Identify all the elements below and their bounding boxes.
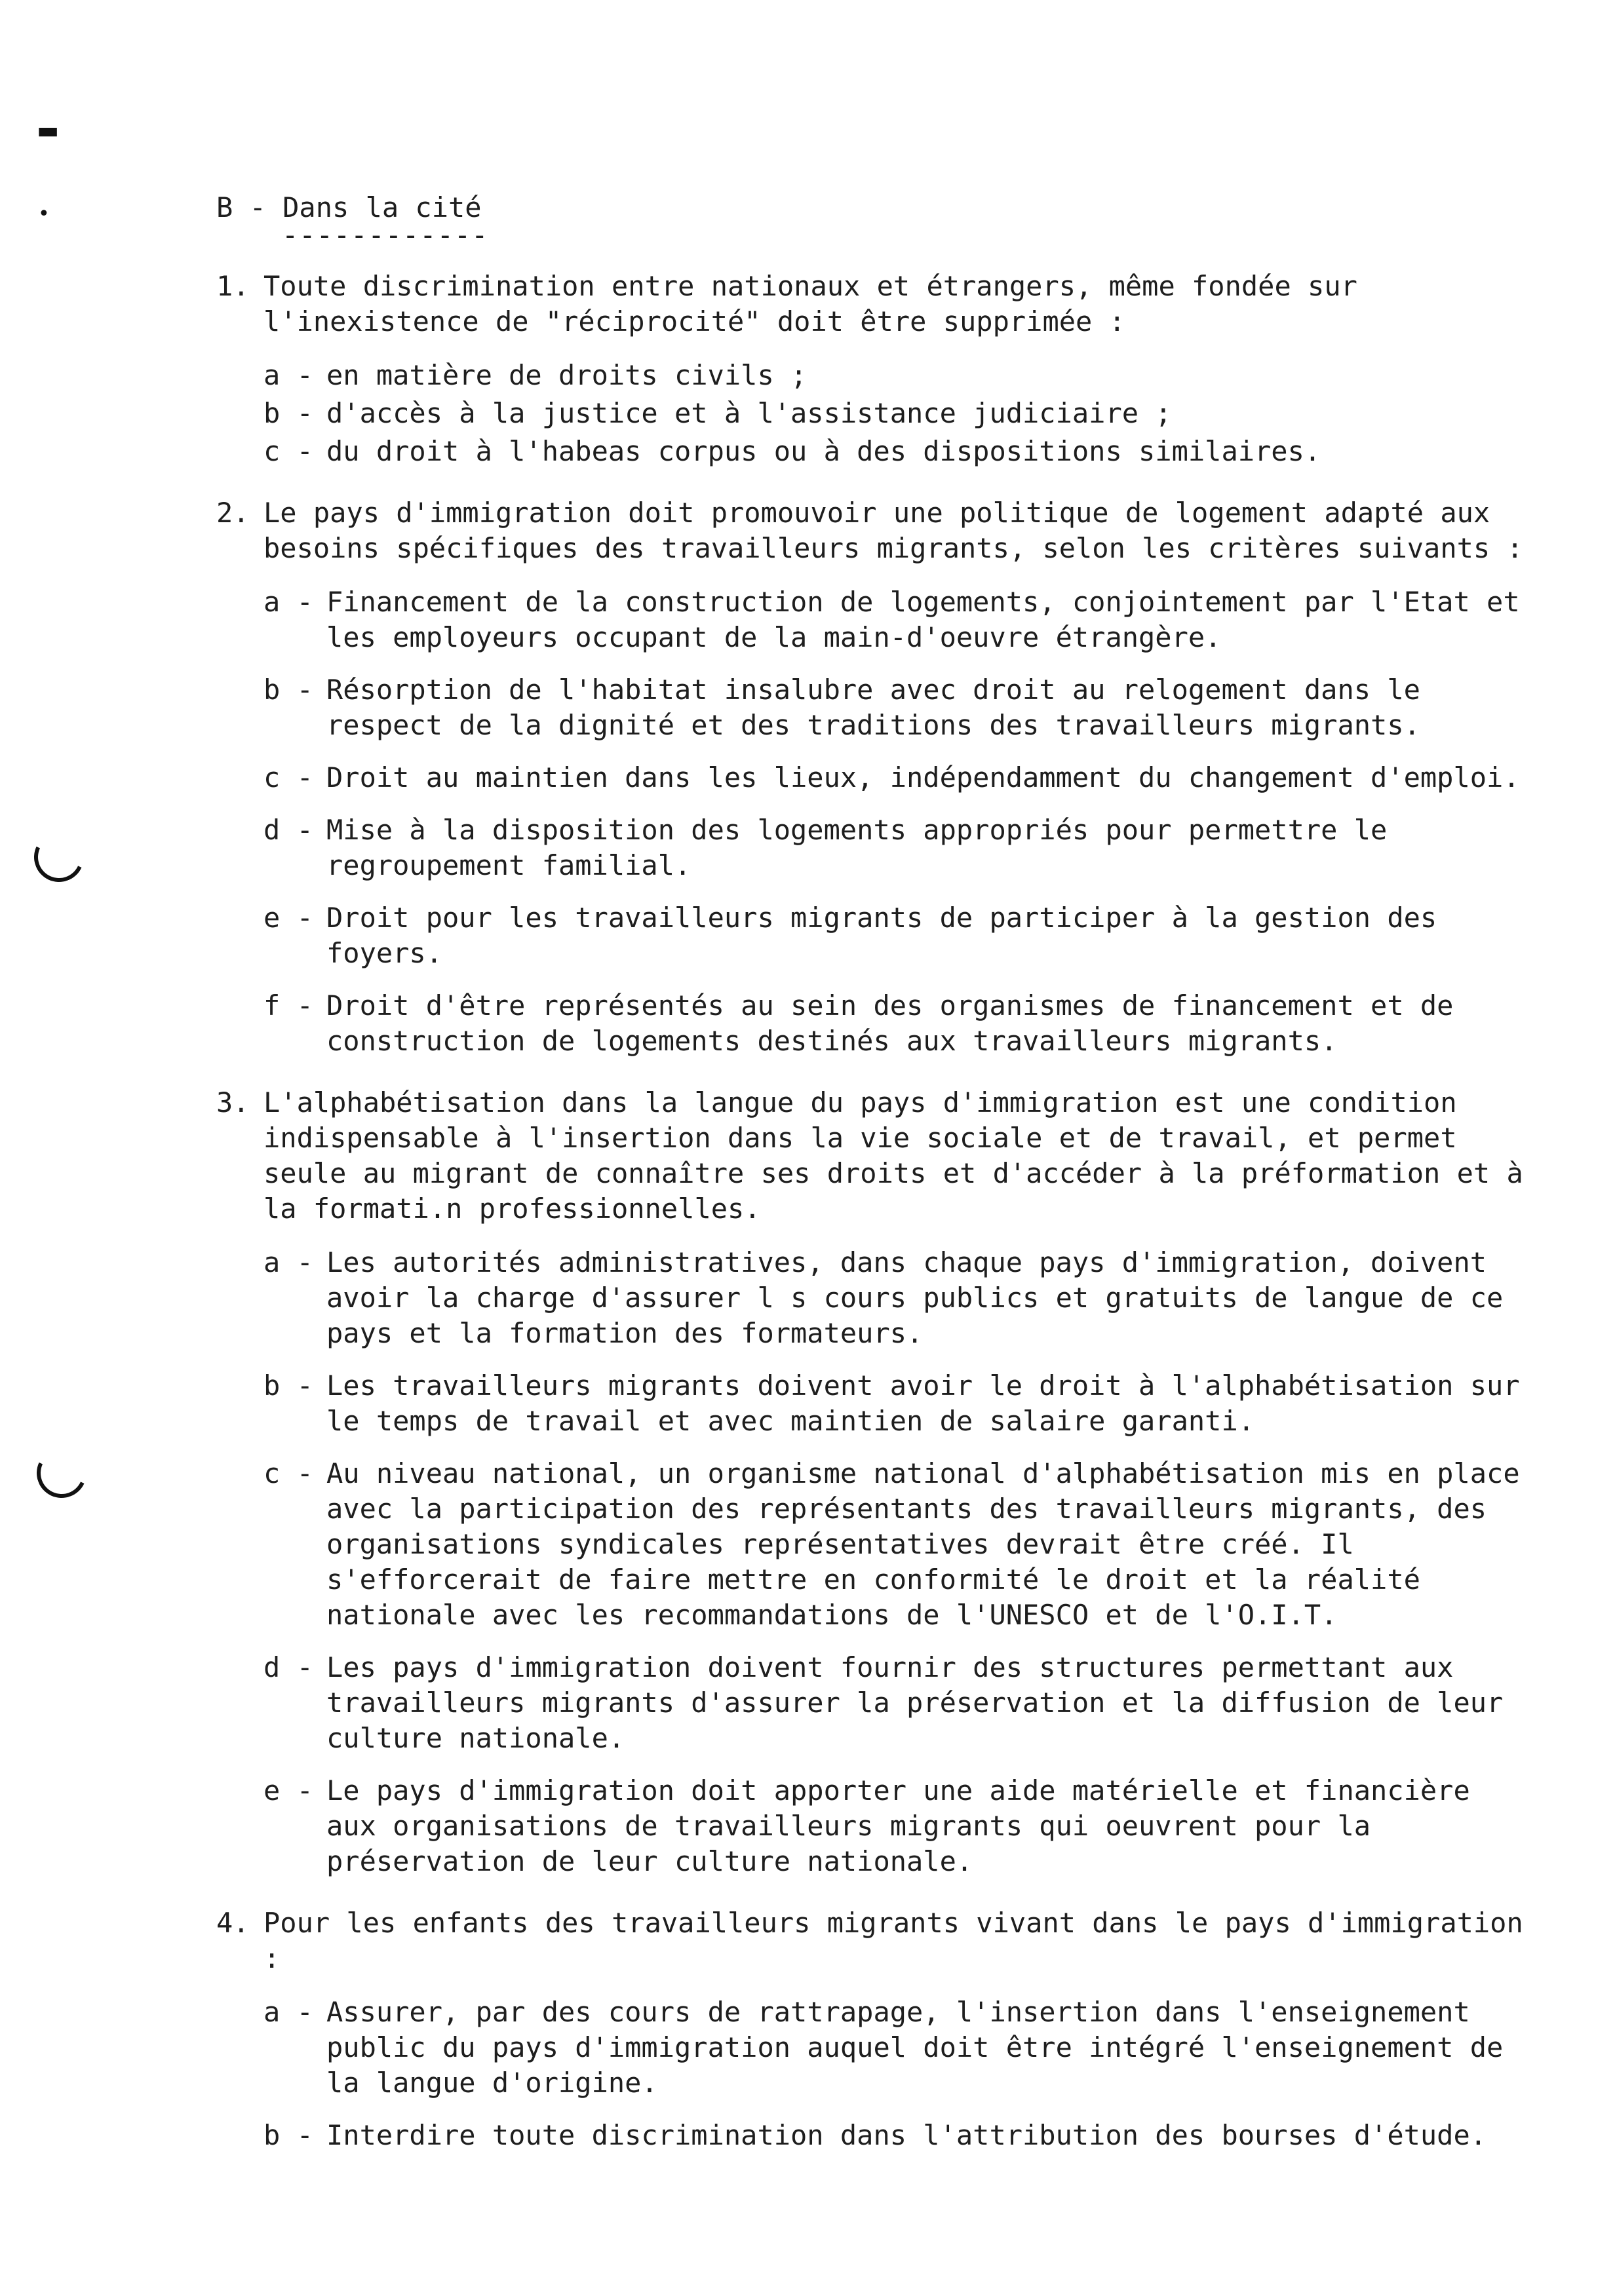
item-text: Le pays d'immigration doit promouvoir une politique de logement adapté aux besoins spécifiques des travailleurs migrants, selon les critères suivants : [263,497,1523,564]
sub-item [263,434,1527,469]
sub-item-text: Résorption de l'habitat insalubre avec droit au relogement dans le respect de la dignité et des traditions des travailleurs migrants. [326,674,1420,741]
sub-item-text: Interdire toute discrimination dans l'attribution des bourses d'étude. [326,2119,1487,2151]
sub-item [263,813,1527,883]
document-body [216,190,1527,2179]
sub-item-letter: c - [263,435,313,467]
sub-item [263,988,1527,1059]
sub-item [263,1245,1527,1351]
sub-item-text: en matière de droits civils ; [326,359,808,391]
sub-item [263,1368,1527,1439]
sub-item [263,672,1527,743]
sub-item-text: Les travailleurs migrants doivent avoir le droit à l'alphabétisation sur le temps de travail et avec maintien de salaire garanti. [326,1369,1520,1437]
sub-item-letter: e - [263,902,313,934]
item-number: 2. [216,497,250,529]
section-title-underline: ------------ [282,219,489,251]
sub-item-letter: f - [263,989,313,1022]
binder-hole-mark [27,825,90,889]
numbered-item [216,495,1527,1059]
section-title: B - Dans la cité [216,191,482,223]
sub-item-letter: b - [263,1369,313,1402]
numbered-item [216,269,1527,469]
sub-item-letter: c - [263,1457,313,1489]
sub-item [263,1456,1527,1633]
sub-item-letter: d - [263,1651,313,1683]
sub-item-text: du droit à l'habeas corpus ou à des dispositions similaires. [326,435,1321,467]
sub-item [263,396,1527,431]
sub-item-text: Le pays d'immigration doit apporter une aide matérielle et financière aux organisations de travailleurs migrants qui oeuvrent pour la préservation de leur culture nationale. [326,1774,1470,1877]
sub-item-letter: a - [263,1996,313,2028]
sub-item-text: Assurer, par des cours de rattrapage, l'insertion dans l'enseignement public du pays d'immigration auquel doit être intégré l'enseignement de la langue d'origine. [326,1996,1504,2099]
sub-item [263,1650,1527,1756]
item-number: 3. [216,1086,250,1119]
sub-list [263,584,1527,1059]
sub-item-letter: c - [263,761,313,794]
numbered-item [216,1905,1527,2153]
item-number: 4. [216,1907,250,1939]
sub-item [263,358,1527,393]
sub-item-letter: b - [263,397,313,429]
sub-item-letter: b - [263,674,313,706]
sub-item-text: Financement de la construction de logements, conjointement par l'Etat et les employeurs occupant de la main-d'oeuvre étrangère. [326,586,1520,653]
item-number: 1. [216,270,250,302]
sub-list [263,1245,1527,1879]
sub-item-letter: b - [263,2119,313,2151]
sub-item-letter: e - [263,1774,313,1807]
sub-item-text: Les autorités administratives, dans chaque pays d'immigration, doivent avoir la charge d'assurer l s cours publics et gratuits de langue de ce pays et la formation des formateurs. [326,1246,1504,1349]
margin-dot-mark: • [38,202,50,225]
sub-item [263,584,1527,655]
sub-item [263,1995,1527,2101]
sub-item [263,2118,1527,2153]
sub-item [263,760,1527,795]
sub-item-letter: d - [263,814,313,846]
sub-item-letter: a - [263,1246,313,1278]
sub-item-text: Au niveau national, un organisme national d'alphabétisation mis en place avec la participation des représentants des travailleurs migrants, des organisations syndicales représentatives devrait être créé. Il s'efforcerait de faire mettre en conformité le droit et la réalité nationale avec les recommandations de l'UNESCO et de l'O.I.T. [326,1457,1520,1631]
sub-item-text: Les pays d'immigration doivent fournir des structures permettant aux travailleurs migrants d'assurer la préservation et la diffusion de leur culture nationale. [326,1651,1504,1754]
sub-item-text: Droit pour les travailleurs migrants de participer à la gestion des foyers. [326,902,1437,969]
item-text: Pour les enfants des travailleurs migrants vivant dans le pays d'immigration : [263,1907,1523,1974]
sub-list [263,358,1527,469]
sub-item-letter: a - [263,359,313,391]
sub-item [263,900,1527,971]
sub-item-text: d'accès à la justice et à l'assistance judiciaire ; [326,397,1172,429]
sub-item-text: Mise à la disposition des logements appropriés pour permettre le regroupement familial. [326,814,1388,881]
sub-item-text: Droit au maintien dans les lieux, indépendamment du changement d'emploi. [326,761,1520,794]
binder-hole-mark [29,1441,93,1504]
item-text: Toute discrimination entre nationaux et étrangers, même fondée sur l'inexistence de "réciprocité" doit être supprimée : [263,270,1357,337]
margin-dash-mark: ▬ [37,117,60,144]
sub-item-text: Droit d'être représentés au sein des organismes de financement et de construction de logements destinés aux travailleurs migrants. [326,989,1454,1057]
sub-list [263,1995,1527,2153]
sub-item-letter: a - [263,586,313,618]
item-text: L'alphabétisation dans la langue du pays d'immigration est une condition indispensable à l'insertion dans la vie sociale et de travail, et permet seule au migrant de connaître ses droits et d'accéder à la préformation et à la formati.n professionnelles. [263,1086,1523,1225]
sub-item [263,1773,1527,1879]
numbered-item [216,1085,1527,1879]
